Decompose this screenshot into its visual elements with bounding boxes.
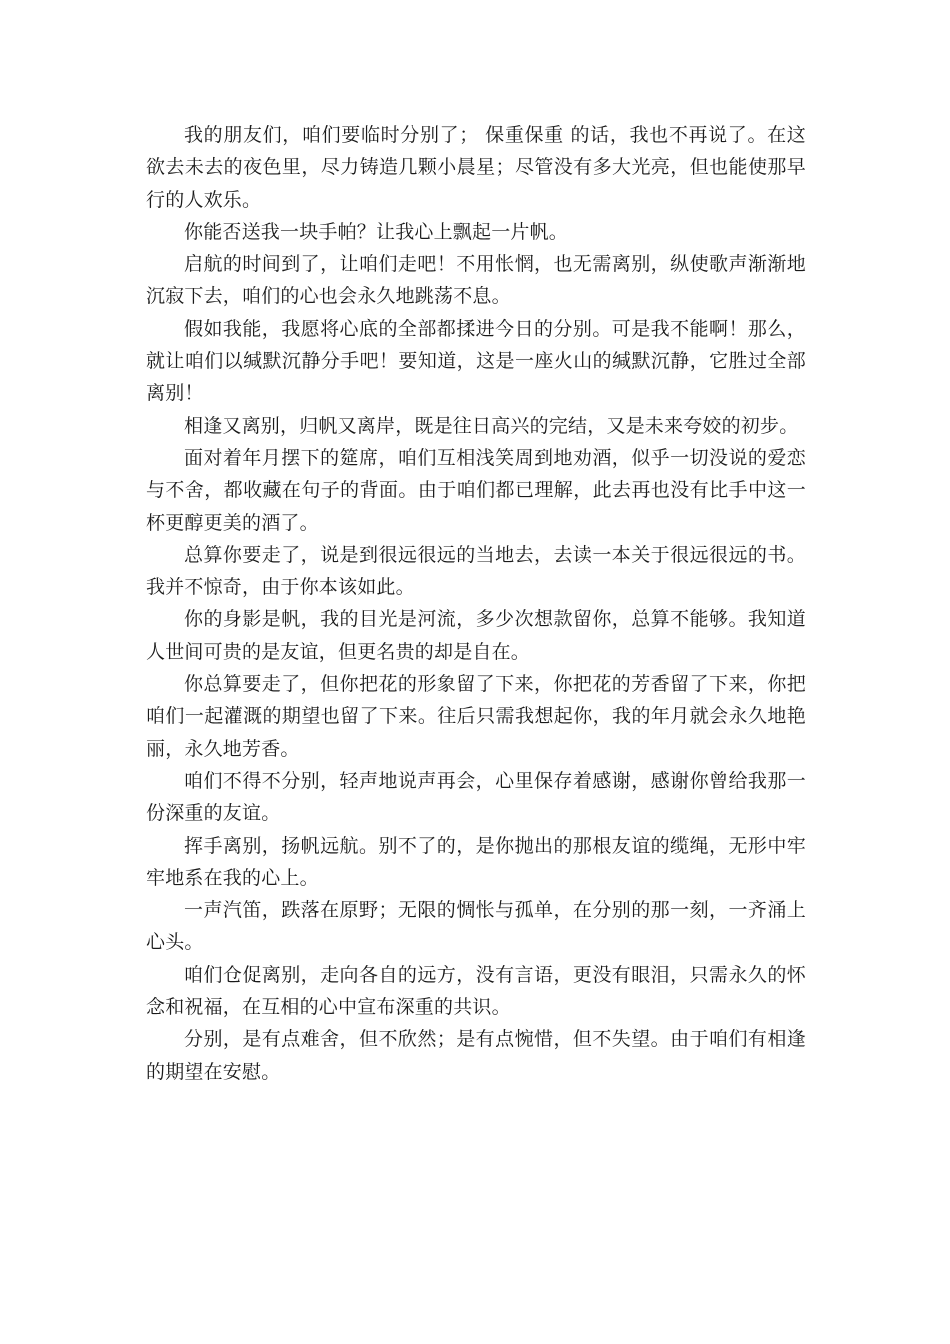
paragraph-7: 总算你要走了，说是到很远很远的当地去，去读一本关于很远很远的书。我并不惊奇，由于你本该如此。	[146, 543, 806, 599]
paragraph-11: 挥手离别，扬帆远航。别不了的，是你抛出的那根友谊的缆绳，无形中牢牢地系在我的心上。	[146, 834, 806, 889]
paragraph-6: 面对着年月摆下的筵席，咱们互相浅笑周到地劝酒，似乎一切没说的爱恋与不舍，都收藏在句子的背面。由于咱们都已理解，此去再也没有比手中这一杯更醇更美的酒了。	[146, 446, 806, 534]
document-body	[146, 119, 806, 1088]
paragraph-12: 一声汽笛，跌落在原野；无限的惆怅与孤单，在分别的那一刻，一齐涌上心头。	[146, 899, 806, 954]
paragraph-8: 你的身影是帆，我的目光是河流，多少次想款留你，总算不能够。我知道人世间可贵的是友谊，但更名贵的却是自在。	[146, 608, 806, 663]
paragraph-3: 启航的时间到了，让咱们走吧！不用怅惘，也无需离别，纵使歌声渐渐地沉寂下去，咱们的心也会永久地跳荡不息。	[146, 253, 806, 308]
paragraph-2: 你能否送我一块手帕？让我心上飘起一片帆。	[184, 220, 569, 243]
paragraph-5: 相逢又离别，归帆又离岸，既是往日高兴的完结，又是未来夸姣的初步。	[184, 414, 799, 437]
paragraph-13: 咱们仓促离别，走向各自的远方，没有言语，更没有眼泪，只需永久的怀念和祝福，在互相的心中宣布深重的共识。	[146, 963, 806, 1019]
paragraph-9: 你总算要走了，但你把花的形象留了下来，你把花的芳香留了下来，你把咱们一起灌溉的期望也留了下来。往后只需我想起你，我的年月就会永久地艳丽，永久地芳香。	[146, 673, 806, 760]
paragraph-4: 假如我能，我愿将心底的全部都揉进今日的分别。可是我不能啊！那么，就让咱们以缄默沉静分手吧！要知道，这是一座火山的缄默沉静，它胜过全部离别！	[146, 317, 806, 405]
paragraph-14: 分别，是有点难舍，但不欣然；是有点惋惜，但不失望。由于咱们有相逢的期望在安慰。	[146, 1028, 806, 1083]
paragraph-10: 咱们不得不分别，轻声地说声再会，心里保存着感谢，感谢你曾给我那一份深重的友谊。	[146, 769, 806, 825]
paragraph-1: 我的朋友们，咱们要临时分别了； 保重保重 的话，我也不再说了。在这欲去未去的夜色里，尽力铸造几颗小晨星；尽管没有多大光亮，但也能使那早行的人欢乐。	[146, 124, 806, 211]
